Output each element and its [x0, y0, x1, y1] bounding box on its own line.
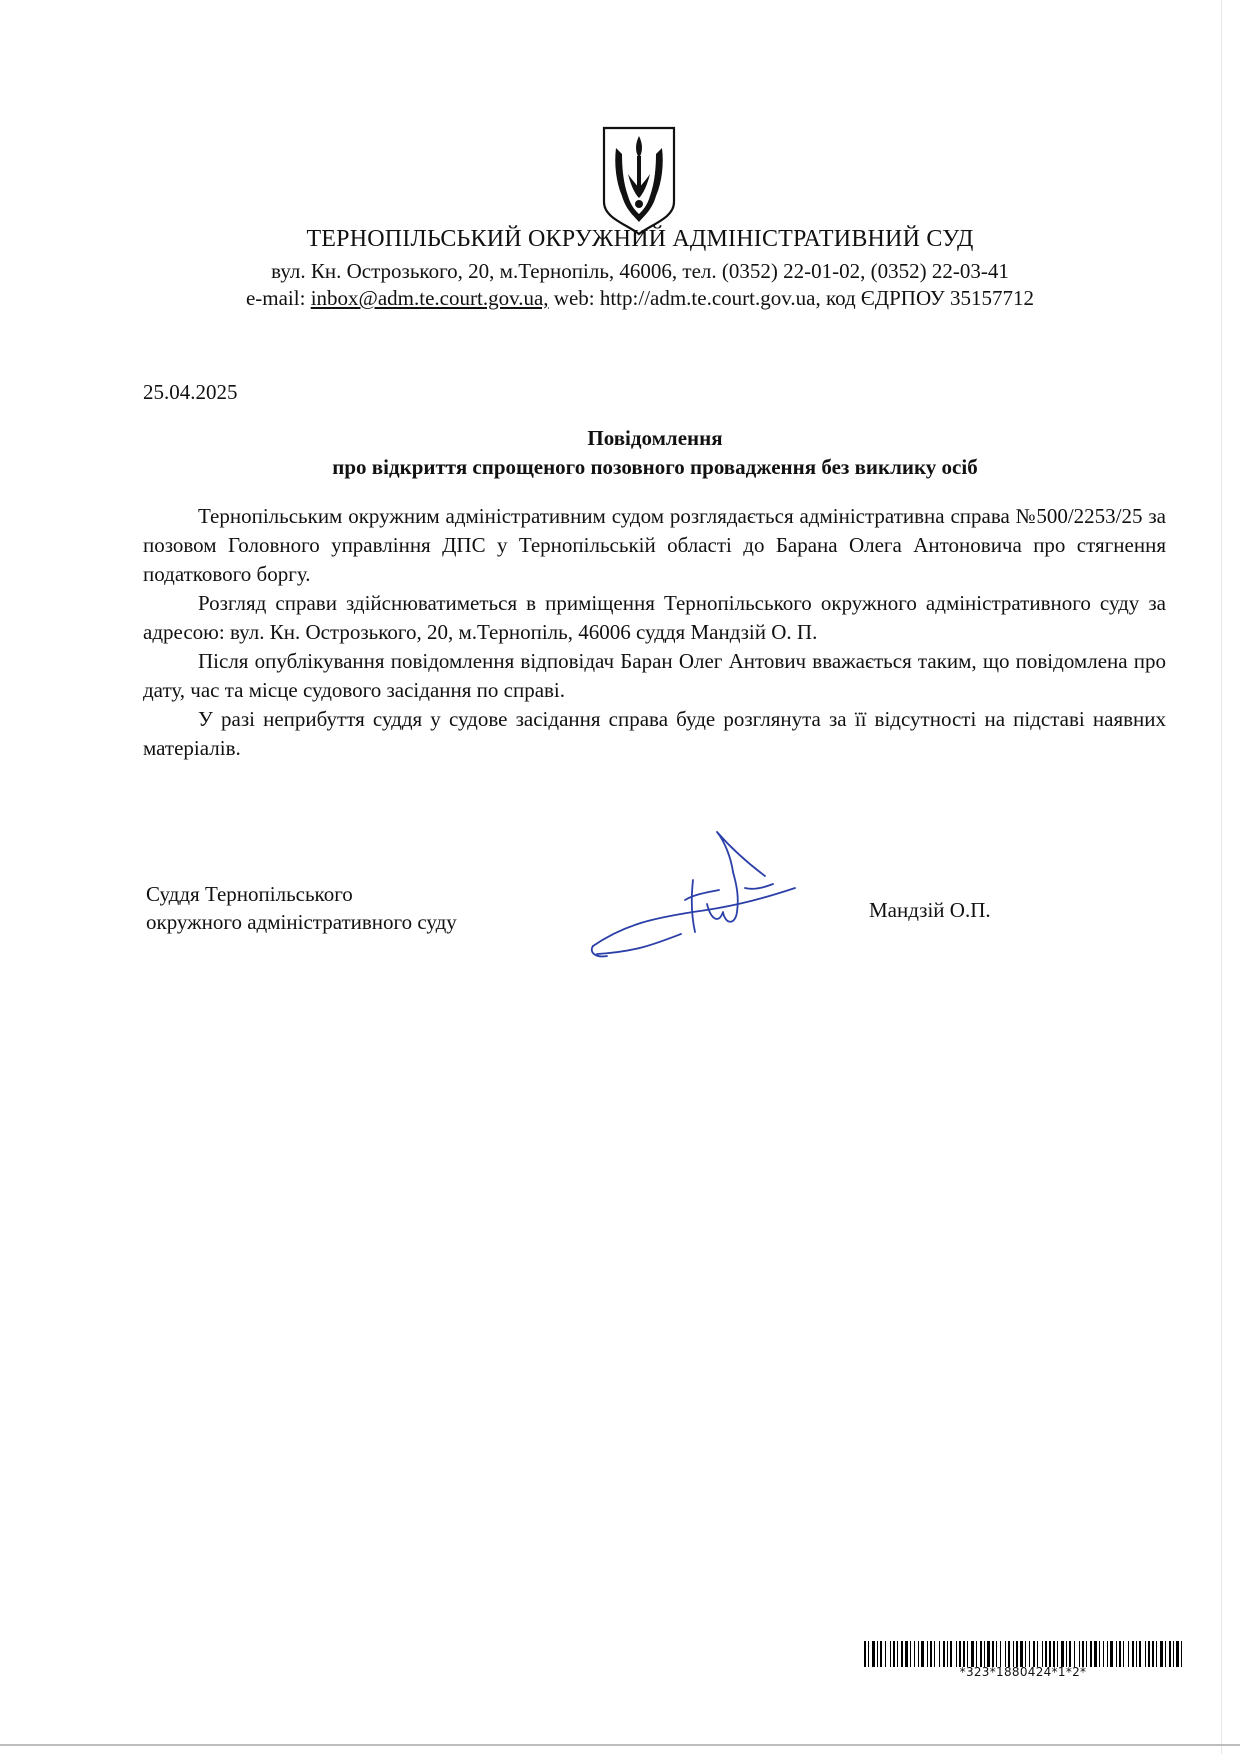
barcode-bar: [1016, 1641, 1018, 1667]
barcode-bar: [1107, 1641, 1108, 1667]
barcode-icon: [864, 1641, 1182, 1667]
barcode-bar: [877, 1641, 878, 1667]
barcode-bar: [1079, 1641, 1080, 1667]
barcode-bar: [1029, 1641, 1030, 1667]
barcode-bar: [1173, 1641, 1174, 1667]
barcode-bar: [1119, 1641, 1121, 1667]
barcode-bar: [1000, 1641, 1001, 1667]
barcode-bar: [967, 1641, 968, 1667]
barcode-bar: [918, 1641, 919, 1667]
barcode-bar: [1123, 1641, 1124, 1667]
barcode-bar: [914, 1641, 915, 1667]
barcode-bar: [872, 1641, 875, 1667]
barcode-bar: [1013, 1641, 1014, 1667]
barcode-bar: [934, 1641, 935, 1667]
barcode-bar: [1145, 1641, 1146, 1667]
page-bottom-edge: [0, 1744, 1240, 1746]
barcode-bar: [1069, 1641, 1071, 1667]
barcode-bar: [1049, 1641, 1051, 1667]
barcode-bar: [971, 1641, 974, 1667]
paragraph-absence: У разі неприбуття суддя у судове засідання справа буде розглянута за її відсутності на підставі наявних матеріалів.: [143, 707, 1166, 760]
barcode-bar: [1074, 1641, 1075, 1667]
email-prefix: e-mail:: [245, 286, 311, 310]
tryzub-coat-of-arms-icon: [600, 124, 678, 236]
barcode-bar: [880, 1641, 882, 1667]
position-line-2: окружного адміністративного суду: [146, 910, 457, 934]
court-name: ТЕРНОПІЛЬСЬКИЙ ОКРУЖНИЙ АДМІНІСТРАТИВНИЙ СУД: [306, 226, 974, 252]
barcode-bar: [1008, 1641, 1010, 1667]
barcode-bar: [885, 1641, 886, 1667]
email-link[interactable]: inbox@adm.te.court.gov.ua,: [310, 286, 549, 310]
barcode-bar: [1152, 1641, 1154, 1667]
barcode-bar: [930, 1641, 932, 1667]
web-and-code: web: http://adm.te.court.gov.ua, код ЄДРПОУ 35157712: [548, 286, 1035, 310]
barcode-bar: [1110, 1641, 1113, 1667]
barcode-bar: [976, 1641, 977, 1667]
barcode-bar: [1139, 1641, 1141, 1667]
barcode-bar: [1148, 1641, 1150, 1667]
barcode-bar: [943, 1641, 945, 1667]
barcode-bar: [1169, 1641, 1171, 1667]
barcode-bar: [1045, 1641, 1047, 1667]
barcode-bar: [1020, 1641, 1023, 1667]
barcode-bar: [864, 1641, 866, 1667]
barcode-bar: [1132, 1641, 1134, 1667]
barcode-bar: [1176, 1641, 1179, 1667]
signatory-position: [146, 880, 457, 936]
barcode-bar: [984, 1641, 985, 1667]
barcode-bar: [996, 1641, 997, 1667]
barcode-bar: [980, 1641, 982, 1667]
barcode-bar: [868, 1641, 869, 1667]
barcode-bar: [1066, 1641, 1067, 1667]
barcode-bar: [1090, 1641, 1092, 1667]
barcode-bar: [1042, 1641, 1043, 1667]
barcode-bar: [901, 1641, 903, 1667]
position-line-1: Суддя Тернопільського: [146, 882, 353, 906]
paragraph-case: Тернопільським окружним адміністративним судом розглядається адміністративна справа №500/2253/25 за позовом Головного управління ДПС у Тернопільській області до Барана Олега Антоновича про стягнення податкового боргу.: [143, 504, 1166, 586]
court-contacts: [140, 286, 1140, 311]
barcode-bar: [1025, 1641, 1026, 1667]
barcode-bar: [950, 1641, 952, 1667]
barcode-bar: [1181, 1641, 1182, 1667]
barcode-bar: [921, 1641, 924, 1667]
barcode-bar: [910, 1641, 911, 1667]
barcode-bar: [927, 1641, 928, 1667]
barcode-bar: [987, 1641, 990, 1667]
barcode-bar: [947, 1641, 948, 1667]
paragraph-defendant: Після опублікування повідомлення відповідач Баран Олег Антович вважається таким, що повідомлена про дату, час та місце судового засідання по справі.: [143, 649, 1166, 702]
barcode-bar: [1103, 1641, 1104, 1667]
barcode-bar: [1061, 1641, 1064, 1667]
barcode-bar: [1086, 1641, 1087, 1667]
handwritten-signature-icon: [585, 828, 805, 964]
barcode-bar: [1037, 1641, 1038, 1667]
barcode-bar: [1033, 1641, 1035, 1667]
barcode-bar: [939, 1641, 940, 1667]
barcode-bar: [1099, 1641, 1100, 1667]
barcode-bar: [992, 1641, 994, 1667]
barcode-bar: [1136, 1641, 1137, 1667]
barcode-bar: [893, 1641, 895, 1667]
paragraph-venue: Розгляд справи здійснюватиметься в приміщення Тернопільського окружного адміністративного суду за адресою: вул. Кн. Острозького, 20, м.Тернопіль, 46006 суддя Мандзій О. П.: [143, 591, 1166, 644]
document-date: 25.04.2025: [143, 380, 238, 404]
barcode-bar: [890, 1641, 891, 1667]
barcode-bar: [905, 1641, 908, 1667]
barcode-bar: [959, 1641, 961, 1667]
notice-body: [143, 502, 1166, 763]
barcode-bar: [1116, 1641, 1117, 1667]
signatory-name: Мандзій О.П.: [869, 898, 991, 922]
barcode-bar: [1082, 1641, 1084, 1667]
notice-subtitle: про відкриття спрощеного позовного провадження без виклику осіб: [332, 455, 978, 479]
barcode-bar: [1156, 1641, 1157, 1667]
barcode-bar: [1094, 1641, 1097, 1667]
barcode-bar: [897, 1641, 898, 1667]
barcode-bar: [1005, 1641, 1006, 1667]
barcode-bar: [1165, 1641, 1166, 1667]
barcode-bar: [1128, 1641, 1129, 1667]
notice-title: Повідомлення: [587, 426, 723, 450]
page-edge-shadow: [1221, 0, 1222, 1754]
court-address: вул. Кн. Острозького, 20, м.Тернопіль, 46006, тел. (0352) 22-01-02, (0352) 22-03-41: [271, 259, 1009, 283]
barcode-bar: [956, 1641, 957, 1667]
barcode-bar: [1053, 1641, 1055, 1667]
barcode-bar: [963, 1641, 965, 1667]
barcode-bar: [1160, 1641, 1163, 1667]
barcode-text: *323*1880424*1*2*: [959, 1665, 1087, 1679]
barcode-bar: [1057, 1641, 1058, 1667]
